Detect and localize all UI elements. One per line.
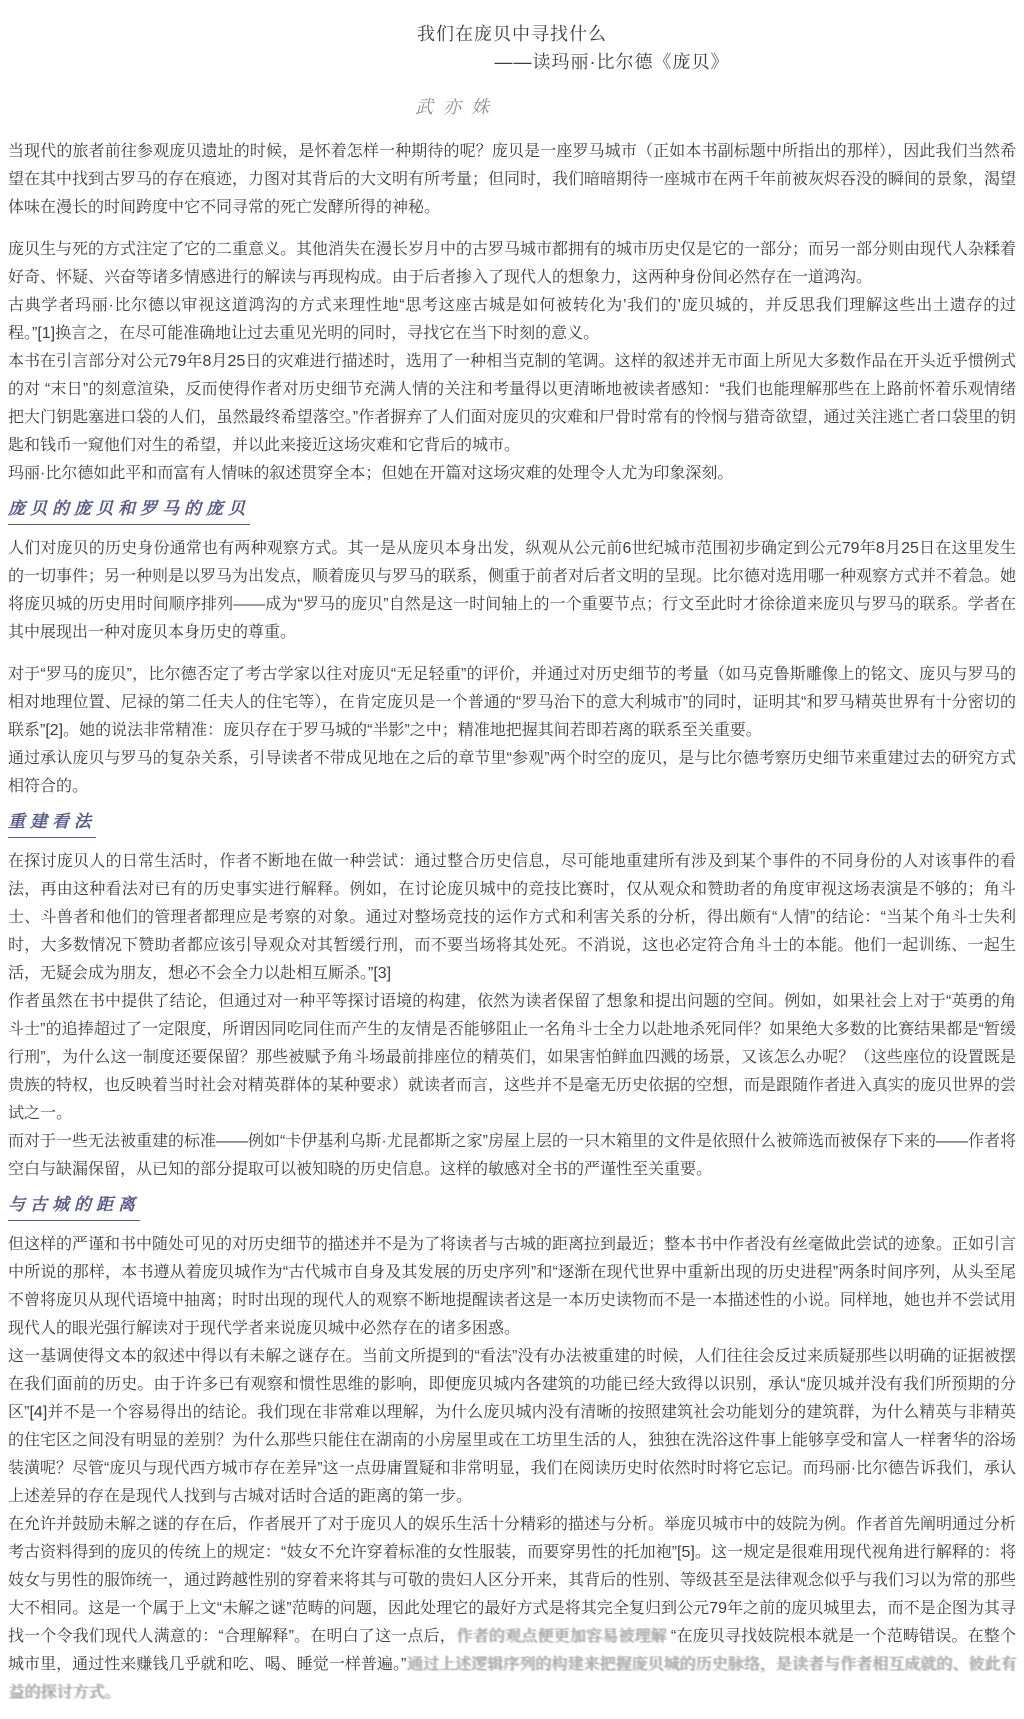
paragraph: 而对于一些无法被重建的标准——例如“卡伊基利乌斯·尤昆都斯之家”房屋上层的一只木箱里的文件是依照什么被筛选而被保存下来的——作者将空白与缺漏保留，从已知的部分提取可以被知晓的历史信息。这样的敏感对全书的严谨性至关重要。: [8, 1133, 1016, 1178]
paragraph: 古典学者玛丽·比尔德以审视这道鸿沟的方式来理性地“思考这座古城是如何被转化为’我们的’庞贝城的，并反思我们理解这些出土遗存的过程。”[1]换言之，在尽可能准确地让过去重见光明的同时，寻找它在当下时刻的意义。: [8, 297, 1016, 342]
ghost-overlap-text: 通过上述逻辑序列的构建来把握庞贝城的历史脉络，是读者与作者相互成就的、彼此有益的探讨方式。: [8, 1656, 1016, 1701]
paragraph: 这一基调使得文本的叙述中得以有未解之谜存在。当前文所提到的“看法”没有办法被重建的时候，人们往往会反过来质疑那些以明确的证据被摆在我们面前的历史。由于许多已有观察和惯性思维的影响，即便庞贝城内各建筑的功能已经大致得以识别，承认“庞贝城并没有我们所预期的分区”[4]并不是一个容易得出的结论。我们现在非常难以理解，为什么庞贝城内没有清晰的按照建筑社会功能划分的建筑群，为什么精英与非精英的住宅区之间没有明显的差别？为什么那些只能住在湖南的小房屋里或在工坊里生活的人，独独在洗浴这件事上能够享受和富人一样奢华的浴场装潢呢？尽管“庞贝与现代西方城市存在差异”这一点毋庸置疑和非常明显，我们在阅读历史时依然时时将它忘记。而玛丽·比尔德告诉我们，承认上述差异的存在是现代人找到与古城对话时合适的距离的第一步。: [8, 1348, 1017, 1505]
title-block: [8, 0, 1016, 76]
document-page: [8, 0, 1016, 1707]
paragraph: 玛丽·比尔德如此平和而富有人情味的叙述贯穿全本；但她在开篇对这场灾难的处理令人尤为印象深刻。: [8, 465, 734, 482]
paragraph-text: “在庞贝寻找妓院根本就是一个范畴错误。在整个城市里，通过性来赚钱几乎就和吃、喝、睡觉一样普遍。”: [8, 1628, 1016, 1673]
section-heading-text: 重建看法: [8, 810, 96, 838]
paragraph: 通过承认庞贝与罗马的复杂关系，引导读者不带成见地在之后的章节里“参观”两个时空的庞贝，是与比尔德考察历史细节来重建过去的研究方式相符合的。: [8, 750, 1016, 795]
doc-subtitle: ——读玛丽·比尔德《庞贝》: [494, 52, 730, 72]
paragraph-text: 在允许并鼓励未解之谜的存在后，作者展开了对于庞贝人的娱乐生活十分精彩的描述与分析。举庞贝城市中的妓院为例。作者首先阐明通过分析考古资料得到的庞贝的传统上的规定：“妓女不允许穿着标准的女性服装，而要穿男性的托加袍”[5]。这一规定是很难用现代视角进行解释的：将妓女与男性的服饰统一，通过跨越性别的穿着来将其与可敬的贵妇人区分开来，其背后的性别、等级甚至是法律观念似乎与我们习以为常的那些大不相同。这是一个属于上文“未解之谜”范畴的问题，因此处理它的最好方式是将其完全复归到公元79年之前的庞贝城里去，而不是企图为其寻找一个令我们现代人满意的：“合理解释”。在明白了这一点后，: [8, 1516, 1017, 1645]
article-body: [8, 138, 1016, 1707]
section-heading-3: [8, 1192, 1016, 1221]
section-heading-2: [8, 809, 1016, 838]
paragraph: 但这样的严谨和书中随处可见的对历史细节的描述并不是为了将读者与古城的距离拉到最近；整本书中作者没有丝毫做此尝试的迹象。正如引言中所说的那样，本书遵从着庞贝城作为“古代城市自身及其发展的历史序列”和“逐渐在现代世界中重新出现的历史进程”两条时间序列，从头至尾不曾将庞贝从现代语境中抽离；时时出现的现代人的观察不断地提醒读者这是一本历史读物而不是一本描述性的小说。同样地，她也并不尝试用现代人的眼光强行解读对于现代学者来说庞贝城中必然存在的诸多困惑。: [8, 1236, 1017, 1337]
doc-title: 我们在庞贝中寻找什么: [417, 24, 607, 44]
author-name: 武亦姝: [415, 97, 499, 117]
paragraph: 当现代的旅者前往参观庞贝遗址的时候，是怀着怎样一种期待的呢？庞贝是一座罗马城市（正如本书副标题中所指出的那样），因此我们当然希望在其中找到古罗马的存在痕迹，力图对其背后的大文明有所考量；但同时，我们暗暗期待一座城市在两千年前被灰烬吞没的瞬间的景象，渴望体味在漫长的时间跨度中它不同寻常的死亡发酵所得的神秘。: [8, 143, 1017, 216]
section-heading-1: [8, 496, 1016, 525]
paragraph: 本书在引言部分对公元79年8月25日的灾难进行描述时，选用了一种相当克制的笔调。这样的叙述并无市面上所见大多数作品在开头近乎惯例式的对 “末日”的刻意渲染，反而使得作者对历史细节充满人情的关注和考量得以更清晰地被读者感知：“我们也能理解那些在上路前怀着乐观情绪把大门钥匙塞进口袋的人们，虽然最终希望落空。”作者摒弃了人们面对庞贝的灾难和尸骨时常有的怜悯与猎奇欲望，通过关注逃亡者口袋里的钥匙和钱币一窥他们对生的希望，并以此来接近这场灾难和它背后的城市。: [8, 353, 1016, 454]
section-heading-text: 庞贝的庞贝和罗马的庞贝: [8, 497, 250, 525]
paragraph: 人们对庞贝的历史身份通常也有两种观察方式。其一是从庞贝本身出发，纵观从公元前6世纪城市范围初步确定到公元79年8月25日在这里发生的一切事件；另一种则是以罗马为出发点，顺着庞贝与罗马的联系，侧重于前者对后者文明的呈现。比尔德对选用哪一种观察方式并不着急。她将庞贝城的历史用时间顺序排列——成为“罗马的庞贝”自然是这一时间轴上的一个重要节点；行文至此时才徐徐道来庞贝与罗马的联系。学者在其中展现出一种对庞贝本身历史的尊重。: [8, 540, 1017, 641]
section-heading-text: 与古城的距离: [8, 1193, 140, 1221]
paragraph-with-overlap-artifact: [8, 1511, 1016, 1707]
paragraph: 对于“罗马的庞贝”，比尔德否定了考古学家以往对庞贝“无足轻重”的评价，并通过对历史细节的考量（如马克鲁斯雕像上的铭文、庞贝与罗马的相对地理位置、尼禄的第二任夫人的住宅等），在肯定庞贝是一个普通的“罗马治下的意大利城市”的同时，证明其“和罗马精英世界有十分密切的联系”[2]。她的说法非常精准：庞贝存在于罗马城的“半影”之中；精准地把握其间若即若离的联系至关重要。: [8, 666, 1016, 739]
paragraph: 在探讨庞贝人的日常生活时，作者不断地在做一种尝试：通过整合历史信息，尽可能地重建所有涉及到某个事件的不同身份的人对该事件的看法，再由这种看法对已有的历史事实进行解释。例如，在讨论庞贝城中的竞技比赛时，仅从观众和赞助者的角度审视这场表演是不够的；角斗士、斗兽者和他们的管理者都理应是考察的对象。通过对整场竞技的运作方式和利害关系的分析，得出颇有“人情”的结论：“当某个角斗士失利时，大多数情况下赞助者都应该引导观众对其暂缓行刑，而不要当场将其处死。不消说，这也必定符合角斗士的本能。他们一起训练、一起生活，无疑会成为朋友，想必不会全力以赴相互厮杀。”[3]: [8, 853, 1016, 982]
paragraph: 作者虽然在书中提供了结论，但通过对一种平等探讨语境的构建，依然为读者保留了想象和提出问题的空间。例如，如果社会上对于“英勇的角斗士”的追捧超过了一定限度，所谓因同吃同住而产生的友情是否能够阻止一名角斗士全力以赴地杀死同伴？如果绝大多数的比赛结果都是“暂缓行刑”，为什么这一制度还要保留？那些被赋予角斗场最前排座位的精英们，如果害怕鲜血四溅的场景，又该怎么办呢？（这些座位的设置既是贵族的特权，也反映着当时社会对精英群体的某种要求）就读者而言，这些并不是毫无历史依据的空想，而是跟随作者进入真实的庞贝世界的尝试之一。: [8, 993, 1017, 1122]
paragraph: 庞贝生与死的方式注定了它的二重意义。其他消失在漫长岁月中的古罗马城市都拥有的城市历史仅是它的一部分；而另一部分则由现代人杂糅着好奇、怀疑、兴奋等诸多情感进行的解读与再现构成。由于后者掺入了现代人的想象力，这两种身份间必然存在一道鸿沟。: [8, 241, 1017, 286]
ghost-overlap-text: 作者的观点便更加容易被理解: [455, 1628, 671, 1645]
